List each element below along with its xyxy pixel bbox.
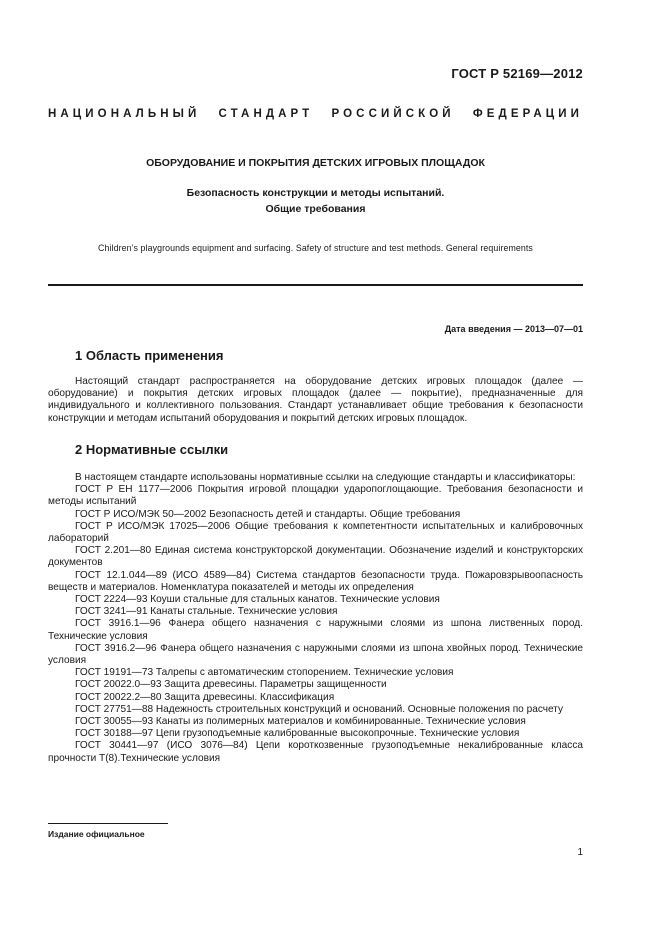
section-2-heading: 2 Нормативные ссылки [75, 442, 229, 457]
reference-item: ГОСТ 3916.1—96 Фанера общего назначения с наружными слоями из шпона лиственных пород. Технические условия [48, 618, 583, 642]
reference-item: ГОСТ 3916.2—96 Фанера общего назначения с наружными слоями из шпона хвойных пород. Технические условия [48, 642, 583, 667]
reference-list [48, 484, 583, 765]
subtitle-line-1: Безопасность конструкции и методы испытаний. [186, 187, 445, 199]
english-title: Children’s playgrounds equipment and surfacing. Safety of structure and test methods. General requirements [98, 243, 533, 253]
reference-item: ГОСТ 12.1.044—89 (ИСО 4589—84) Система стандартов безопасности труда. Пожаровзрывоопасность веществ и материалов. Номенклатура показателей и методы их определения [48, 569, 583, 593]
reference-item: ГОСТ 2.201—80 Единая система конструкторской документации. Обозначение изделий и конструкторских документов [48, 545, 583, 569]
reference-item: ГОСТ 30055—93 Канаты из полимерных материалов и комбинированные. Технические условия [75, 716, 526, 728]
reference-item: ГОСТ 20022.0—93 Защита древесины. Параметры защищенности [75, 679, 387, 691]
document-title: ОБОРУДОВАНИЕ И ПОКРЫТИЯ ДЕТСКИХ ИГРОВЫХ ПЛОЩАДОК [146, 157, 485, 169]
section-1-heading: 1 Область применения [75, 348, 224, 363]
reference-item: ГОСТ 27751—88 Надежность строительных конструкций и оснований. Основные положения по расчету [75, 703, 564, 715]
section-2-intro: В настоящем стандарте использованы нормативные ссылки на следующие стандарты и классификаторы: [75, 472, 576, 483]
footer-divider [48, 823, 168, 824]
subtitle-line-2: Общие требования [265, 203, 366, 215]
introduction-date: Дата введения — 2013—07—01 [444, 324, 583, 334]
section-1-body [48, 376, 583, 425]
official-edition-label: Издание официальное [48, 829, 145, 839]
reference-item: ГОСТ 19191—73 Талрепы с автоматическим стопорением. Технические условия [75, 667, 454, 679]
reference-item: ГОСТ 30188—97 Цепи грузоподъемные калиброванные высокопрочные. Технические условия [75, 728, 520, 740]
title-divider [48, 284, 583, 286]
reference-item: ГОСТ 30441—97 (ИСО 3076—84) Цепи короткозвенные грузоподъемные некалиброванные класса прочности Т(8).Технические условия [48, 740, 583, 764]
reference-item: ГОСТ Р ЕН 1177—2006 Покрытия игровой площадки ударопоглощающие. Требования безопасности и методы испытаний [48, 484, 583, 508]
reference-item: ГОСТ 20022.2—80 Защита древесины. Классификация [75, 691, 335, 703]
section-2-body [48, 472, 583, 765]
section-1-paragraph: Настоящий стандарт распространяется на оборудование детских игровых площадок (далее — оборудование) и покрытия детских игровых площадок (далее — покрытие), предназначенные для индивидуального и коллективного пользования. Стандарт устанавливает общие требования к безопасности конструкции и методам испытаний оборудования и покрытий детских игровых площадок. [48, 376, 583, 424]
reference-item: ГОСТ Р ИСО/МЭК 17025—2006 Общие требования к компетентности испытательных и калибровочных лабораторий [48, 520, 583, 545]
reference-item: ГОСТ Р ИСО/МЭК 50—2002 Безопасность детей и стандарты. Общие требования [75, 508, 461, 520]
page-number: 1 [577, 847, 583, 858]
standard-code: ГОСТ Р 52169—2012 [451, 66, 583, 81]
reference-item: ГОСТ 2224—93 Коуши стальные для стальных канатов. Технические условия [75, 594, 440, 606]
reference-item: ГОСТ 3241—91 Канаты стальные. Технические условия [75, 606, 338, 618]
national-standard-banner: НАЦИОНАЛЬНЫЙ СТАНДАРТ РОССИЙСКОЙ ФЕДЕРАЦИИ [48, 108, 583, 120]
document-subtitle [48, 185, 583, 217]
